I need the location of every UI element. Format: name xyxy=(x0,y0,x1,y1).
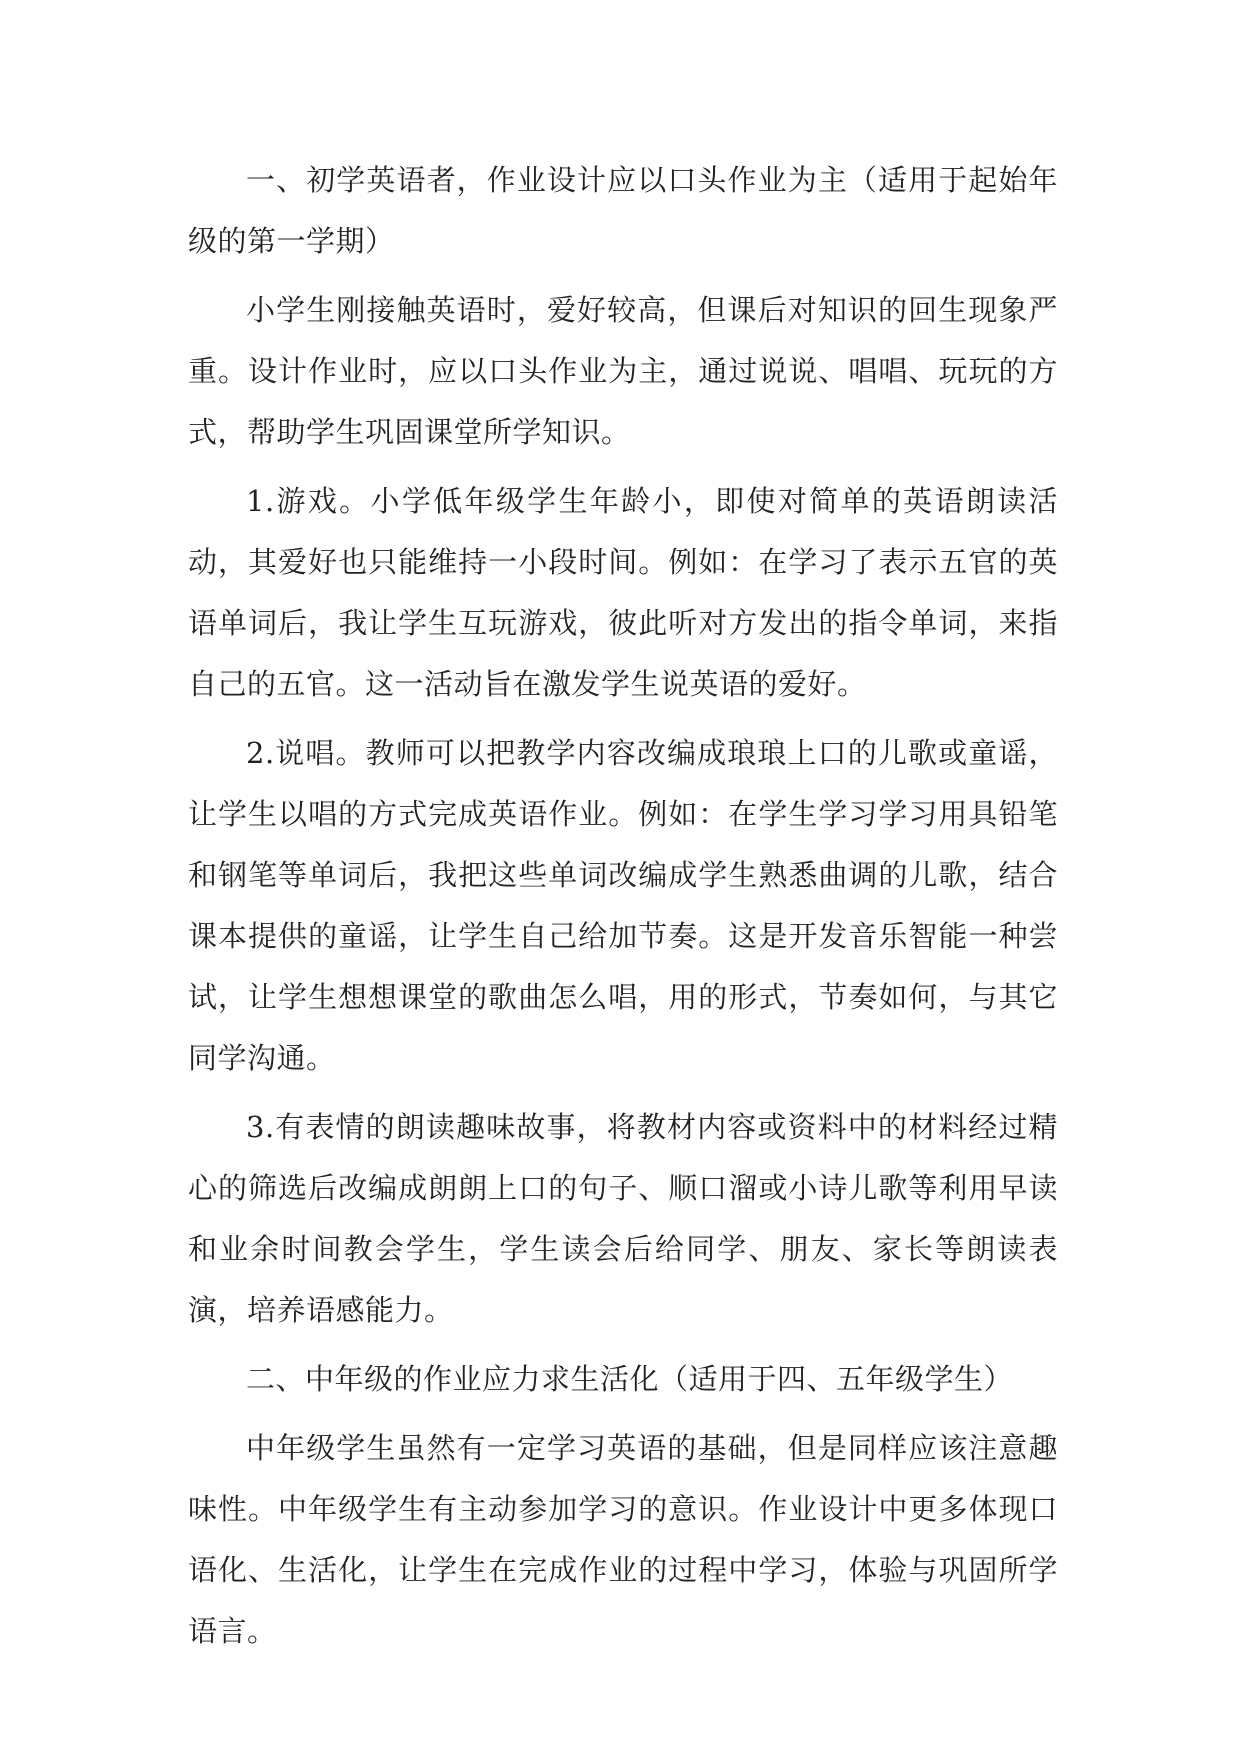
paragraph-middle-grade: 中年级学生虽然有一定学习英语的基础，但是同样应该注意趣味性。中年级学生有主动参加学习的意识。作业设计中更多体现口语化、生活化，让学生在完成作业的过程中学习，体验与巩固所学语言。 xyxy=(188,1431,1058,1648)
paragraph-item-3-reading: 3.有表情的朗读趣味故事，将教材内容或资料中的材料经过精心的筛选后改编成朗朗上口的句子、顺口溜或小诗儿歌等利用早读和业余时间教会学生，学生读会后给同学、朋友、家长等朗读表演，培养语感能力。 xyxy=(188,1110,1058,1327)
section-heading-2: 二、中年级的作业应力求生活化（适用于四、五年级学生） xyxy=(246,1362,1014,1396)
section-heading-1: 一、初学英语者，作业设计应以口头作业为主（适用于起始年级的第一学期） xyxy=(188,163,1058,258)
document-body xyxy=(188,150,1058,1670)
paragraph-item-2-singing: 2.说唱。教师可以把教学内容改编成琅琅上口的儿歌或童谣，让学生以唱的方式完成英语作业。例如：在学生学习学习用具铅笔和钢笔等单词后，我把这些单词改编成学生熟悉曲调的儿歌，结合课本提供的童谣，让学生自己给加节奏。这是开发音乐智能一种尝试，让学生想想课堂的歌曲怎么唱，用的形式，节奏如何，与其它同学沟通。 xyxy=(188,736,1058,1075)
paragraph-item-1-games: 1.游戏。小学低年级学生年龄小，即使对简单的英语朗读活动，其爱好也只能维持一小段时间。例如：在学习了表示五官的英语单词后，我让学生互玩游戏，彼此听对方发出的指令单词，来指自己的五官。这一活动旨在激发学生说英语的爱好。 xyxy=(188,484,1058,701)
paragraph-intro: 小学生刚接触英语时，爱好较高，但课后对知识的回生现象严重。设计作业时，应以口头作业为主，通过说说、唱唱、玩玩的方式，帮助学生巩固课堂所学知识。 xyxy=(188,293,1058,449)
